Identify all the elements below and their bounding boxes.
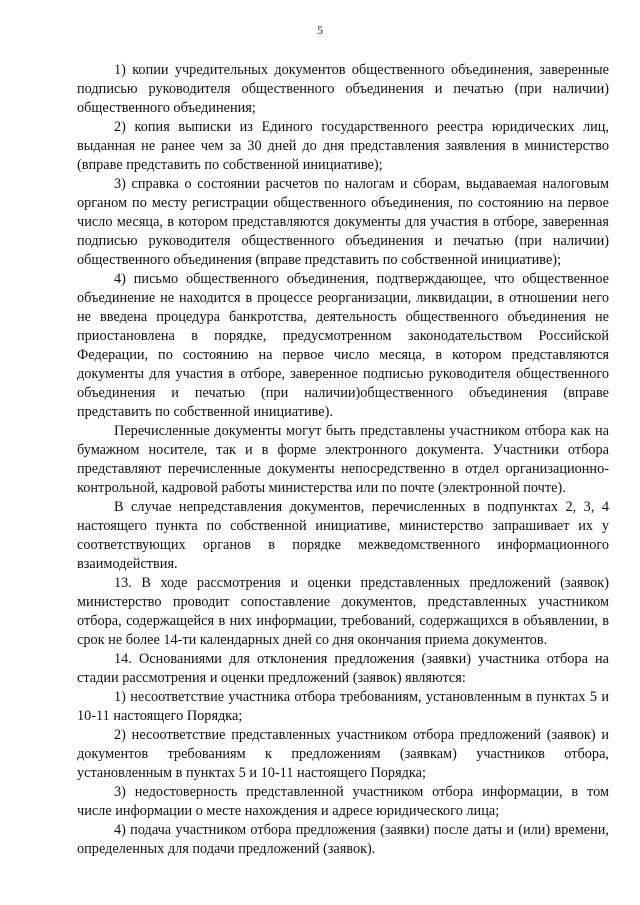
page-number: 5 [317,23,323,37]
paragraph-interagency-request: В случае непредставления документов, перечисленных в подпунктах 2, 3, 4 настоящего пункта по собственной инициативе, министерство запрашивает их у соответствующих органов в порядке межведомственного информационного взаимодействия. [77,499,609,572]
paragraph-section-14: 14. Основаниями для отклонения предложения (заявки) участника отбора на стадии рассмотрения и оценки предложений (заявок) являются: [77,651,609,686]
paragraph-rejection-1: 1) несоответствие участника отбора требованиям, установленным в пунктах 5 и 10-11 настоящего Порядка; [77,689,609,724]
paragraph-rejection-4: 4) подача участником отбора предложения (заявки) после даты и (или) времени, определенных для подачи предложений (заявок). [77,822,609,857]
paragraph-item-3: 3) справка о состоянии расчетов по налогам и сборам, выдаваемая налоговым органом по месту регистрации общественного объединения, по состоянию на первое число месяца, в котором представляются документы для участия в отборе, заверенная подписью руководителя общественного объединения и печатью (при наличии) общественного объединения (вправе представить по собственной инициативе); [77,176,609,268]
paragraph-item-2: 2) копия выписки из Единого государственного реестра юридических лиц, выданная не ранее чем за 30 дней до дня представления заявления в министерство (вправе представить по собственной инициативе); [77,119,609,173]
document-body [77,61,609,859]
paragraph-section-13: 13. В ходе рассмотрения и оценки представленных предложений (заявок) министерство проводит сопоставление документов, представленных участником отбора, содержащейся в них информации, требований, содержащихся в объявлении, в срок не более 14-ти календарных дней со дня окончания приема документов. [77,575,609,648]
paragraph-item-4: 4) письмо общественного объединения, подтверждающее, что общественное объединение не находится в процессе реорганизации, ликвидации, в отношении него не введена процедура банкротства, деятельность общественного объединения не приостановлена в порядке, предусмотренном законодательством Российской Федерации, по состоянию на первое число месяца, в котором представляются документы для участия в отборе, заверенное подписью руководителя общественного объединения и печатью (при наличии)общественного объединения (вправе представить по собственной инициативе). [77,271,609,420]
paragraph-submission-methods: Перечисленные документы могут быть представлены участником отбора как на бумажном носителе, так и в форме электронного документа. Участники отбора представляют перечисленные документы непосредственно в отдел организационно-контрольной, кадровой работы министерства или по почте (электронной почте). [77,423,609,496]
paragraph-rejection-2: 2) несоответствие представленных участником отбора предложений (заявок) и документов требованиям к предложениям (заявкам) участников отбора, установленным в пунктах 5 и 10-11 настоящего Порядка; [77,727,609,781]
paragraph-item-1: 1) копии учредительных документов общественного объединения, заверенные подписью руководителя общественного объединения и печатью (при наличии) общественного объединения; [77,62,609,116]
paragraph-rejection-3: 3) недостоверность представленной участником отбора информации, в том числе информации о месте нахождения и адресе юридического лица; [77,784,609,819]
